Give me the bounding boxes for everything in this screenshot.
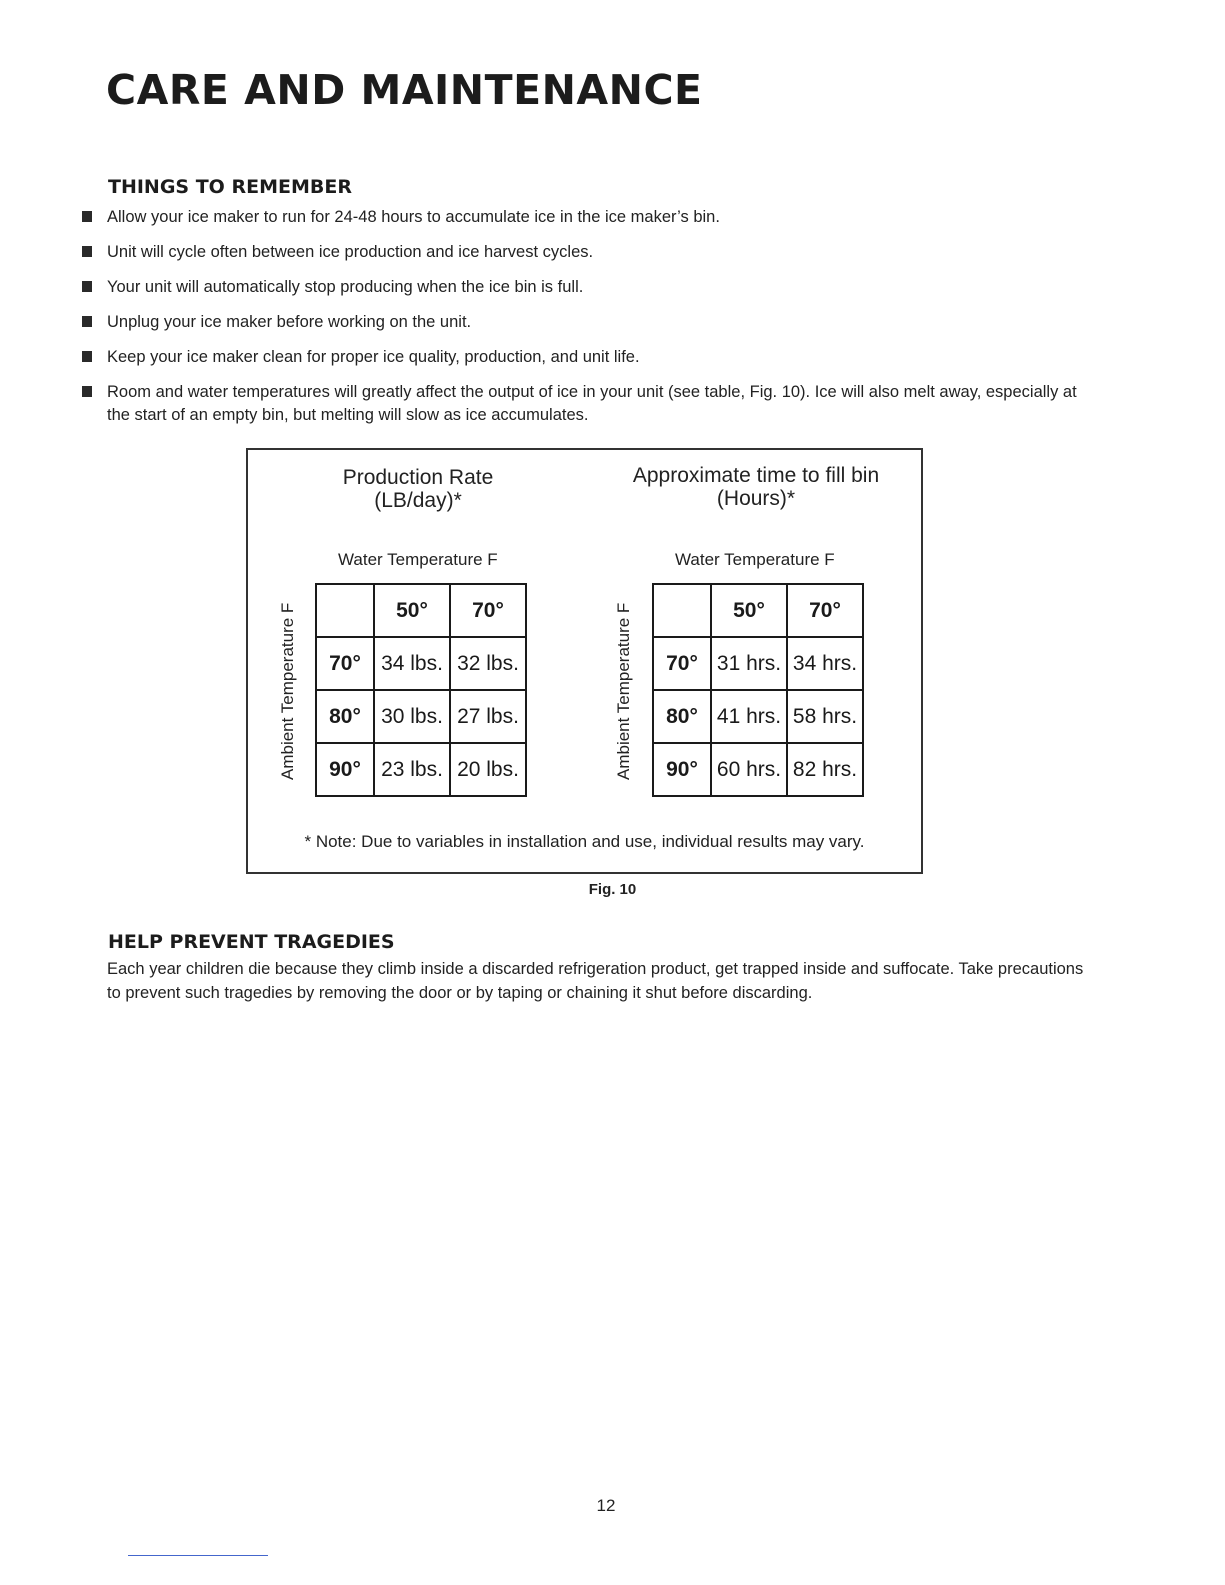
table-cell: 82 hrs. bbox=[787, 743, 863, 796]
row-header-cell: 70° bbox=[653, 637, 711, 690]
production-rate-title: Production Rate (LB/day)* bbox=[342, 466, 494, 512]
section-heading-things-to-remember: THINGS TO REMEMBER bbox=[108, 176, 352, 198]
table-row bbox=[653, 637, 863, 690]
table-row bbox=[316, 743, 526, 796]
table-row bbox=[316, 584, 526, 637]
bullet-square-icon bbox=[82, 281, 92, 292]
table-cell: 30 lbs. bbox=[374, 690, 450, 743]
page-edge-line bbox=[128, 1555, 268, 1556]
table-row bbox=[653, 743, 863, 796]
bullet-square-icon bbox=[82, 351, 92, 362]
table-row bbox=[316, 637, 526, 690]
section-heading-help-prevent-tragedies: HELP PREVENT TRAGEDIES bbox=[108, 931, 395, 953]
figure-10-box bbox=[246, 448, 923, 874]
water-temp-label-right: Water Temperature F bbox=[675, 550, 835, 569]
bullet-square-icon bbox=[82, 316, 92, 327]
ambient-temp-label-right: Ambient Temperature F bbox=[614, 602, 633, 780]
water-temp-label-left: Water Temperature F bbox=[338, 550, 498, 569]
table-cell: 20 lbs. bbox=[450, 743, 526, 796]
page-title: CARE AND MAINTENANCE bbox=[106, 66, 703, 114]
row-header-cell: 70° bbox=[316, 637, 374, 690]
row-header-cell: 80° bbox=[653, 690, 711, 743]
table-cell: 31 hrs. bbox=[711, 637, 787, 690]
table-row bbox=[316, 690, 526, 743]
table-cell: 60 hrs. bbox=[711, 743, 787, 796]
bullet-square-icon bbox=[82, 386, 92, 397]
bullet-square-icon bbox=[82, 246, 92, 257]
list-item: Allow your ice maker to run for 24-48 hours to accumulate ice in the ice maker’s bin. bbox=[82, 206, 1092, 229]
table-cell: 23 lbs. bbox=[374, 743, 450, 796]
table-cell: 32 lbs. bbox=[450, 637, 526, 690]
figure-caption: Fig. 10 bbox=[588, 881, 637, 898]
table-cell: 34 lbs. bbox=[374, 637, 450, 690]
bullet-list bbox=[82, 206, 1092, 439]
list-item: Unplug your ice maker before working on the unit. bbox=[82, 311, 1092, 334]
table-cell: 27 lbs. bbox=[450, 690, 526, 743]
table-cell-blank bbox=[316, 584, 374, 637]
row-header-cell: 90° bbox=[653, 743, 711, 796]
row-header-cell: 90° bbox=[316, 743, 374, 796]
table-header-cell: 70° bbox=[450, 584, 526, 637]
table-header-cell: 70° bbox=[787, 584, 863, 637]
row-header-cell: 80° bbox=[316, 690, 374, 743]
table-row bbox=[653, 584, 863, 637]
table-row bbox=[653, 690, 863, 743]
table-header-cell: 50° bbox=[711, 584, 787, 637]
ambient-temp-label-left: Ambient Temperature F bbox=[278, 602, 297, 780]
list-item: Unit will cycle often between ice production and ice harvest cycles. bbox=[82, 241, 1092, 264]
list-item: Keep your ice maker clean for proper ice quality, production, and unit life. bbox=[82, 346, 1092, 369]
page-number: 12 bbox=[596, 1496, 616, 1515]
warning-paragraph: Each year children die because they climb inside a discarded refrigeration product, get trapped inside and suffocate. Take precautions to prevent such tragedies by removing the door or by taping or chaining it shut before discarding. bbox=[107, 960, 1084, 1002]
list-item: Room and water temperatures will greatly affect the output of ice in your unit (see table, Fig. 10). Ice will also melt away, especially at the start of an empty bin, but melting will slow as ice accumulates. bbox=[82, 381, 1092, 427]
list-item: Your unit will automatically stop producing when the ice bin is full. bbox=[82, 276, 1092, 299]
production-rate-table bbox=[315, 583, 527, 797]
fill-time-title: Approximate time to fill bin (Hours)* bbox=[632, 464, 880, 510]
table-cell: 34 hrs. bbox=[787, 637, 863, 690]
table-cell: 41 hrs. bbox=[711, 690, 787, 743]
table-cell-blank bbox=[653, 584, 711, 637]
fill-time-table bbox=[652, 583, 864, 797]
bullet-square-icon bbox=[82, 211, 92, 222]
table-header-cell: 50° bbox=[374, 584, 450, 637]
figure-note: * Note: Due to variables in installation and use, individual results may vary. bbox=[304, 832, 865, 851]
table-cell: 58 hrs. bbox=[787, 690, 863, 743]
